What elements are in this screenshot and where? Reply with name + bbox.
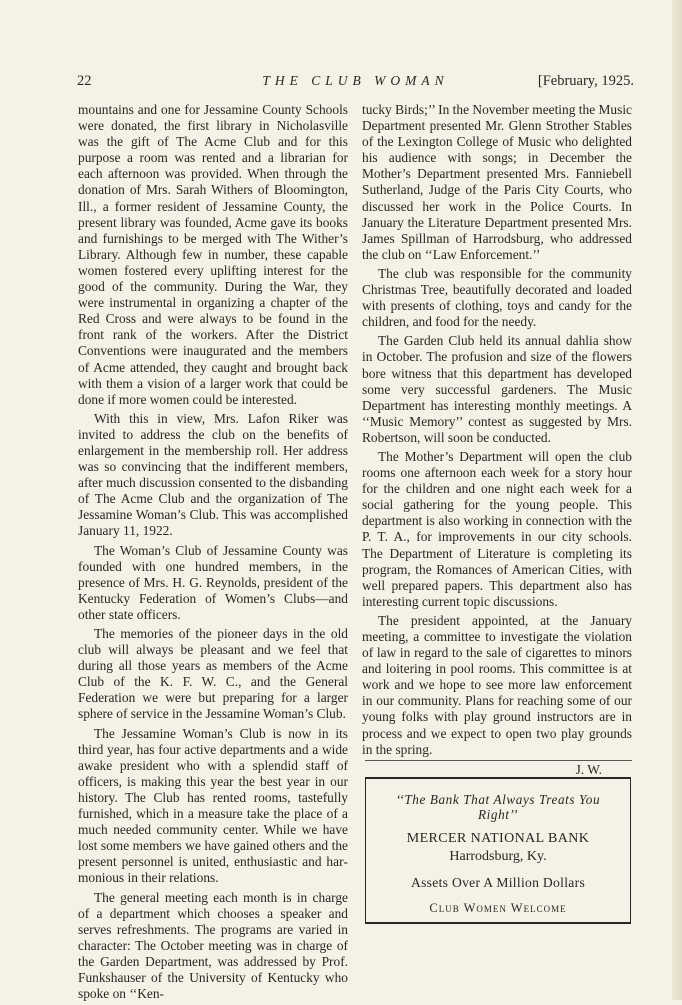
right-column xyxy=(362,102,632,778)
paragraph: mountains and one for Jessamine County Schools were donated, the first library in Nicholasville was the gift of The Acme Club and for this purpose a room was rented and a librarian for each afternoon was provided. When through the donation of Mrs. Sarah Withers of Bloomington, Ill., a former resident of Jessamine County, the present library was founded, Acme gave its books and furnishings to be merged with The Wither’s Library. Although few in number, these capable women fostered every uplifting interest for the good of the community. During the War, they were instrumental in organizing a chapter of the Red Cross and were always to be found in the front rank of the workers. After the District Conventions were inaugurated and the members of Acme attended, they caught and brought back with them a vision of a larger work that could be done if more women could be interested. xyxy=(78,102,348,407)
paragraph: The general meeting each month is in charge of a department which chooses a speaker and serves refreshments. The programs are varied in character: The October meeting was in charge of the Garden Department, was addressed by Prof. Funkshauser of the University of Kentucky who spoke on ‘‘Ken- xyxy=(78,889,348,1002)
page-number: 22 xyxy=(77,73,92,89)
bank-advertisement xyxy=(365,777,631,924)
paragraph: The Garden Club held its annual dahlia show in October. The profusion and size of the flowers bore witness that this department has developed some very successful gardeners. The Music Department has interesting monthly meetings. A ‘‘Music Memory’’ contest as suggested by Mrs. Robertson, will soon be conducted. xyxy=(362,333,632,445)
left-column xyxy=(78,102,348,1005)
paragraph: tucky Birds;’’ In the November meeting the Music Department presented Mr. Glenn Strother Stables of the Lexington College of Music who delighted his audience with songs; in December the Mother’s Department presented Mrs. Fanniebell Sutherland, Judge of the Paris City Courts, who discussed her work in the Police Courts. In January the Literature Department presented Mrs. James Spillman of Harrodsburg, who addressed the club on ‘‘Law Enforcement.’’ xyxy=(362,102,632,262)
paragraph: The president appointed, at the January meeting, a committee to investigate the violation of law in regard to the sale of cigarettes to minors and loitering in pool rooms. This committee is at work and we hope to see more law enforcement in our community. Plans for reaching some of our young folks with play ground instructors are in process and we expect to open two play grounds in the spring. xyxy=(362,612,632,757)
ad-bank-name: MERCER NATIONAL BANK xyxy=(406,831,590,846)
ad-location: Harrodsburg, Ky. xyxy=(449,849,547,864)
ad-slogan: ‘‘The Bank That Always Treats You Right’’ xyxy=(395,792,601,822)
issue-date: [February, 1925. xyxy=(537,73,634,89)
running-header xyxy=(77,70,634,92)
paragraph: The memories of the pioneer days in the old club will always be pleasant and we feel that during all those years as members of the Acme Club of the K. F. W. C., and the General Federation we were but preparing for a larger sphere of service in the Jessamine Woman’s Club. xyxy=(78,626,348,722)
section-divider xyxy=(365,760,632,761)
page-edge-shadow xyxy=(672,0,682,1000)
paragraph: The Woman’s Club of Jessamine County was founded with one hundred members, in the presence of Mrs. H. G. Reynolds, president of the Kentucky Federation of Women’s Clubs—and other state officers. xyxy=(78,542,348,622)
author-signature: J. W. xyxy=(575,761,602,777)
ad-assets: Assets Over A Million Dollars xyxy=(410,875,586,890)
paragraph: The club was responsible for the community Christmas Tree, beautifully decorated and loaded with presents of clothing, toys and candy for the children, and food for the needy. xyxy=(362,265,632,330)
paragraph: The Jessamine Woman’s Club is now in its third year, has four active departments and a wide awake president who with a splendid staff of officers, is making this year the best year in our history. The Club has rented rooms, tastefully furnished, which in a measure take the place of a much needed community center. While we have lost some members we have gained others and the present personnel is united, enthusiastic and harmonious in their relations. xyxy=(78,725,348,886)
magazine-title: THE CLUB WOMAN xyxy=(262,73,449,88)
paragraph: The Mother’s Department will open the club rooms one afternoon each week for a story hour for the children and one night each week for a social gathering for the young people. This department is also working in connection with the P. T. A., for improvements in our city schools. The Department of Literature is completing its program, the Romances of American Cities, with well prepared papers. This department also has interesting current topic discussions. xyxy=(362,448,632,609)
paragraph: With this in view, Mrs. Lafon Riker was invited to address the club on the benefits of enlargement in the membership roll. Her address was so convincing that the indifferent members, after much discussion consented to the disbanding of The Acme Club and the organization of The Jessamine Woman’s Club. This was accomplished January 11, 1922. xyxy=(78,410,348,539)
ad-welcome: Club Women Welcome xyxy=(429,901,567,915)
